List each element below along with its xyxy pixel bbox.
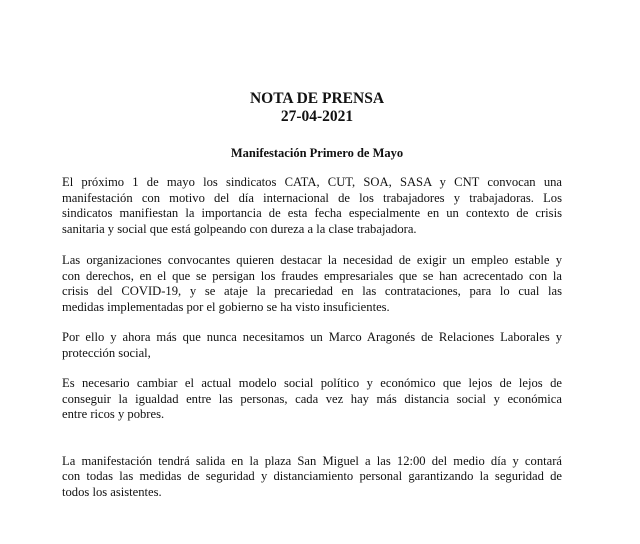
- document-header: [62, 90, 562, 126]
- press-release-page: [62, 90, 562, 500]
- document-subtitle: Manifestación Primero de Mayo: [230, 146, 404, 160]
- paragraph-line: con derechos, en el que se persigan los fraudes empresariales que se han acrecentado con la: [62, 268, 562, 283]
- paragraph-line: Es necesario cambiar el actual modelo social político y económico que lejos de lejos de: [62, 376, 562, 390]
- paragraph-modelo-social: [62, 376, 562, 423]
- paragraph-line: entre ricos y pobres.: [62, 407, 165, 421]
- paragraph-line: Por ello y ahora más que nunca necesitamos un Marco Aragonés de Relaciones Laborales y: [62, 330, 562, 344]
- paragraph-line: El próximo 1 de mayo los sindicatos CATA, CUT, SOA, SASA y CNT convocan una: [62, 175, 562, 189]
- document-date: 27-04-2021: [280, 108, 354, 125]
- paragraph-recorrido: [62, 454, 562, 501]
- paragraph-reivindicaciones: [62, 253, 562, 315]
- paragraph-line: todos los asistentes.: [62, 484, 162, 499]
- paragraph-line: crisis del COVID-19, y se ataje la precariedad en las contrataciones, para lo cual las: [62, 284, 562, 298]
- paragraph-line: manifestación con motivo del día internacional de los trabajadores y trabajadoras. Los: [62, 190, 562, 205]
- paragraph-line: con todas las medidas de seguridad y distanciamiento personal garantizando la seguridad de: [62, 469, 562, 483]
- paragraph-line: protección social,: [62, 345, 151, 360]
- paragraph-line: medidas implementadas por el gobierno se ha visto insuficientes.: [62, 299, 390, 314]
- paragraph-line: Las organizaciones convocantes quieren destacar la necesidad de exigir un empleo estable y: [62, 253, 562, 267]
- paragraph-line: conseguir la igualdad entre las personas, cada vez hay más distancia social y económica: [62, 391, 562, 406]
- paragraph-marco-aragones: [62, 330, 562, 361]
- paragraph-line: La manifestación tendrá salida en la plaza San Miguel a las 12:00 del medio día y contará: [62, 453, 562, 468]
- paragraph-line: sanitaria y social que está golpeando con dureza a la clase trabajadora.: [62, 221, 417, 236]
- paragraph-line: sindicatos manifiestan la importancia de esta fecha especialmente en un contexto de crisis: [62, 206, 562, 220]
- document-title: NOTA DE PRENSA: [249, 90, 385, 107]
- paragraph-convocatoria: [62, 175, 562, 237]
